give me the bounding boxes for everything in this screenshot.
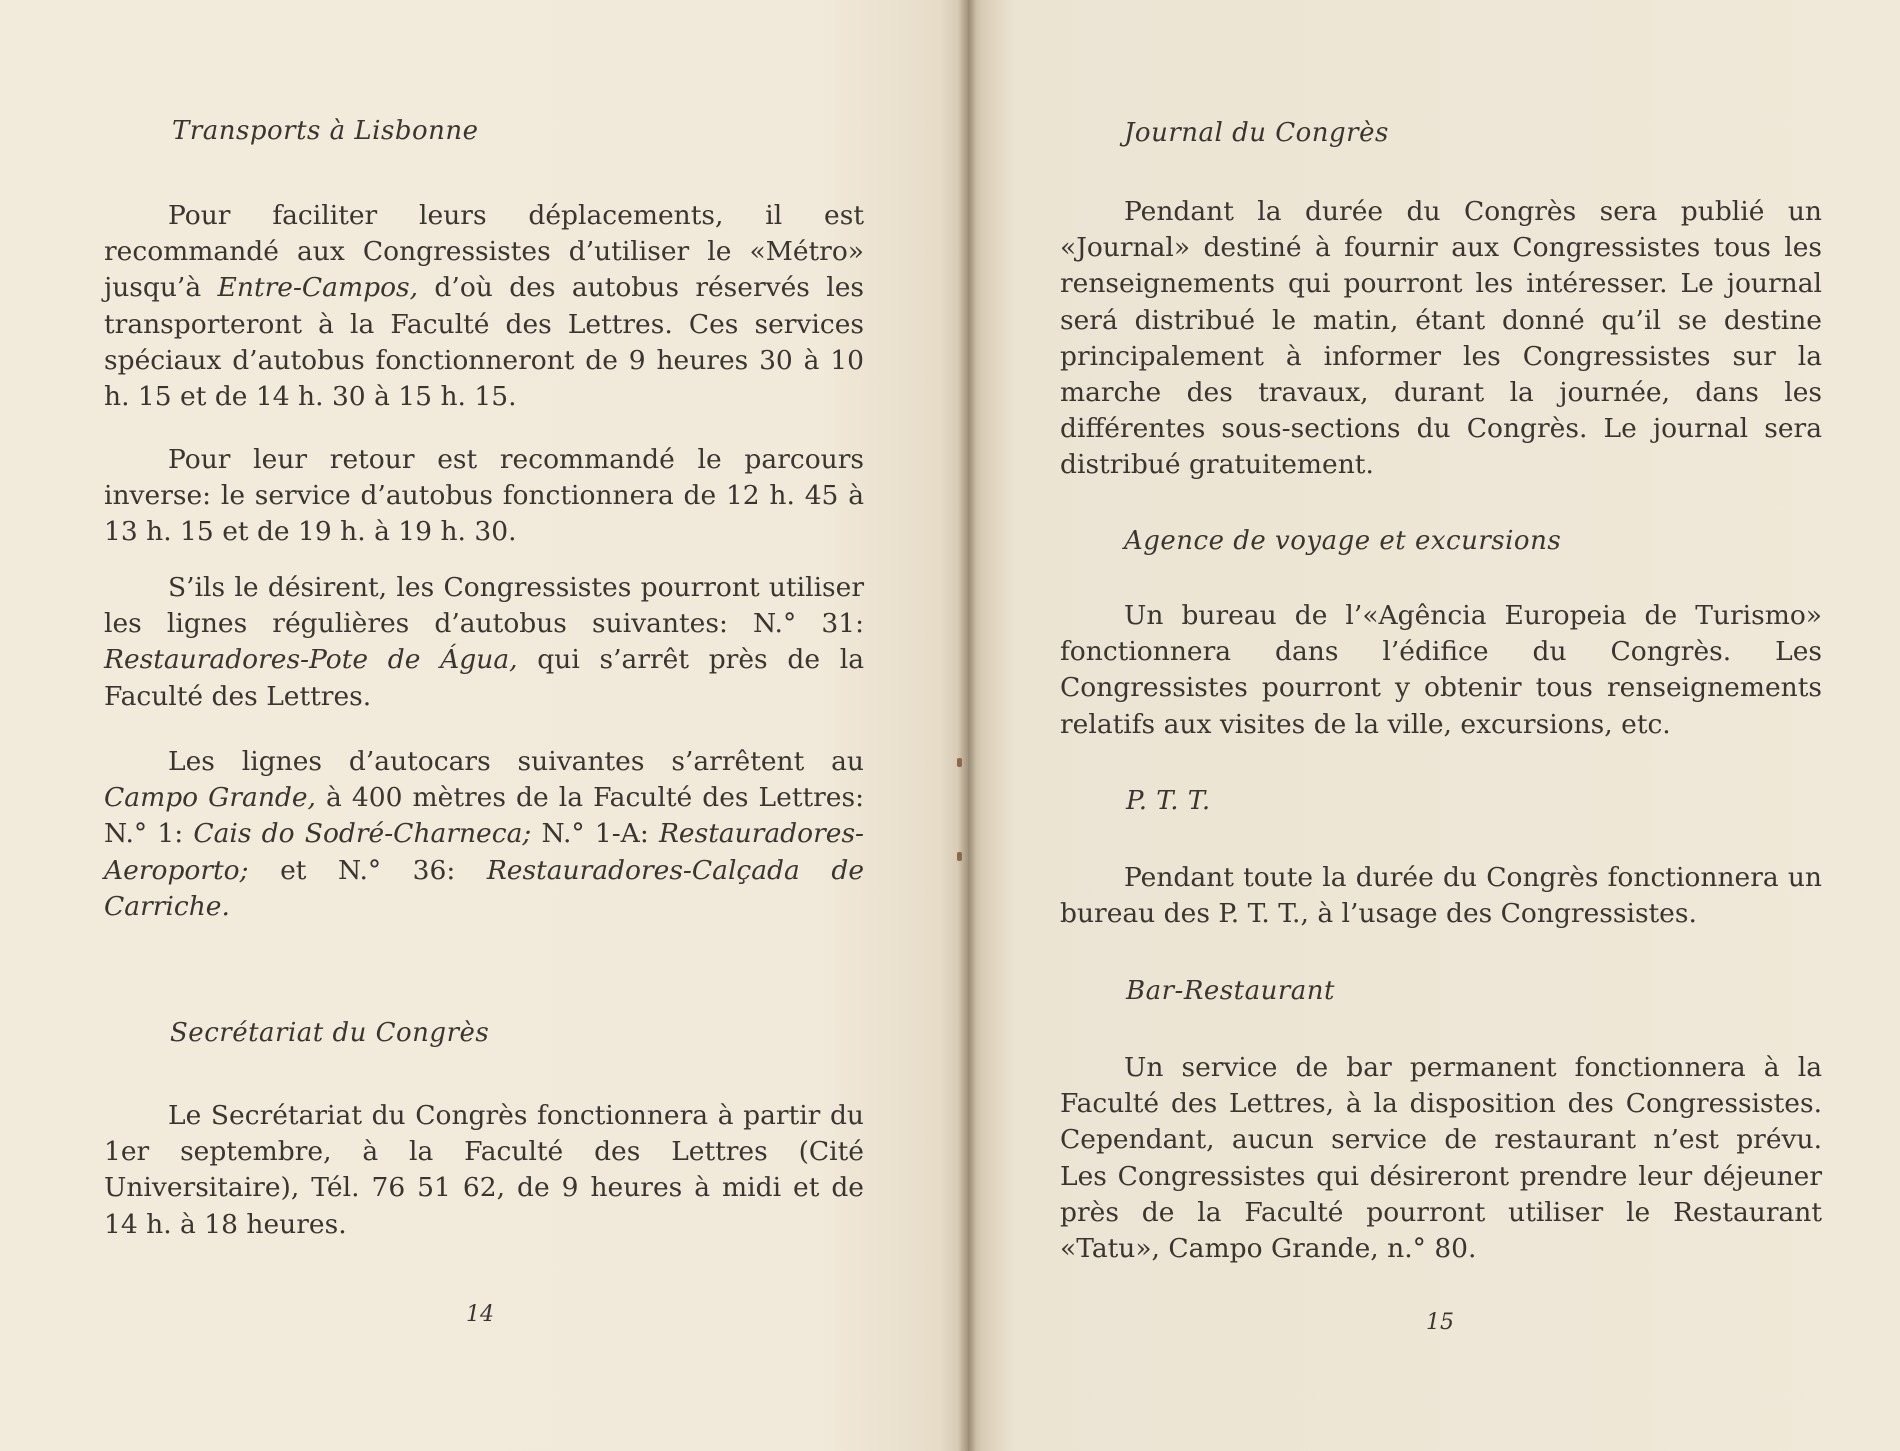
paragraph-bar-restaurant: Un service de bar permanent fonctionnera à la Faculté des Lettres, à la disposition des Congressistes. Cependant, aucun service de restaurant n’est prévu. Les Congressistes qui désireront prendre leur déjeuner près de la Faculté pourront utiliser le Restaurant «Tatu», Campo Grande, n.° 80.	[1060, 1052, 1822, 1265]
text-run-italic: Restauradores-Calçada de Carriche.	[104, 854, 864, 922]
text-run: S’ils le désirent, les Congressistes pourront utiliser les lignes régulières d’autobus suivantes: N.° 31:	[104, 572, 864, 640]
text-run: N.° 1-A:	[531, 818, 659, 850]
paragraph-transports-2: Pour leur retour est recommandé le parcours inverse: le service d’autobus fonctionnera de 12 h. 45 à 13 h. 15 et de 19 h. à 19 h. 30.	[104, 444, 864, 548]
text-run-italic: Cais do Sodré-Charneca;	[193, 818, 532, 850]
heading-secretariat: Secrétariat du Congrès	[170, 1018, 490, 1048]
heading-agence: Agence de voyage et excursions	[1124, 526, 1562, 556]
page-number-left: 14	[466, 1302, 494, 1327]
paragraph-transports-3	[104, 570, 864, 715]
heading-ptt: P. T. T.	[1126, 786, 1211, 816]
text-run: Les lignes d’autocars suivantes s’arrêtent au	[168, 746, 864, 777]
binding-mark	[957, 758, 962, 767]
text-run-italic: Campo Grande,	[104, 782, 316, 814]
heading-journal: Journal du Congrès	[1124, 118, 1389, 148]
text-run: Pour faciliter leurs déplacements, il est recommandé aux Congressistes d’utiliser le «Métro» jusqu’à	[104, 200, 864, 304]
paragraph-journal: Pendant la durée du Congrès sera publié un «Journal» destiné à fournir aux Congressistes tous les renseignements qui pourront les intéresser. Le journal será distribué le matin, étant donné qu’il se destine principalement à informer les Congressistes sur la marche des travaux, durant la journée, dans les différentes sous-sections du Congrès. Le journal sera distribué gratuitement.	[1060, 196, 1822, 481]
text-run: et N.° 36:	[248, 854, 487, 886]
text-run-italic: Restauradores-Aeroporto;	[104, 818, 864, 886]
text-run: à 400 mètres de la Faculté des Lettres: N.° 1:	[104, 782, 864, 850]
paragraph-transports-4	[104, 744, 864, 925]
text-run: d’où des autobus réservés les transporteront à la Faculté des Lettres. Ces services spéciaux d’autobus fonctionneront de 9 heures 30 à 10 h. 15 et de 14 h. 30 à 15 h. 15.	[104, 272, 865, 413]
binding-mark	[957, 852, 962, 861]
book-gutter	[958, 0, 976, 1451]
text-run-italic: Entre-Campos,	[217, 272, 419, 304]
heading-bar-restaurant: Bar-Restaurant	[1126, 976, 1335, 1006]
paragraph-transports-1	[104, 198, 864, 415]
paragraph-ptt: Pendant toute la durée du Congrès fonctionnera un bureau des P. T. T., à l’usage des Congressistes.	[1060, 862, 1822, 930]
paragraph-agence: Un bureau de l’«Agência Europeia de Turismo» fonctionnera dans l’édifice du Congrès. Les Congressistes pourront y obtenir tous renseignements relatifs aux visites de la ville, excursions, etc.	[1060, 600, 1822, 740]
text-run: qui s’arrêt près de la Faculté des Lettres.	[104, 644, 864, 712]
heading-transports: Transports à Lisbonne	[172, 116, 479, 146]
page-number-right: 15	[1426, 1310, 1454, 1335]
text-run-italic: Restauradores-Pote de Água,	[104, 644, 518, 676]
right-page	[968, 0, 1900, 1451]
paragraph-secretariat: Le Secrétariat du Congrès fonctionnera à partir du 1er septembre, à la Faculté des Lettres (Cité Universitaire), Tél. 76 51 62, de 9 heures à midi et de 14 h. à 18 heures.	[104, 1100, 864, 1240]
